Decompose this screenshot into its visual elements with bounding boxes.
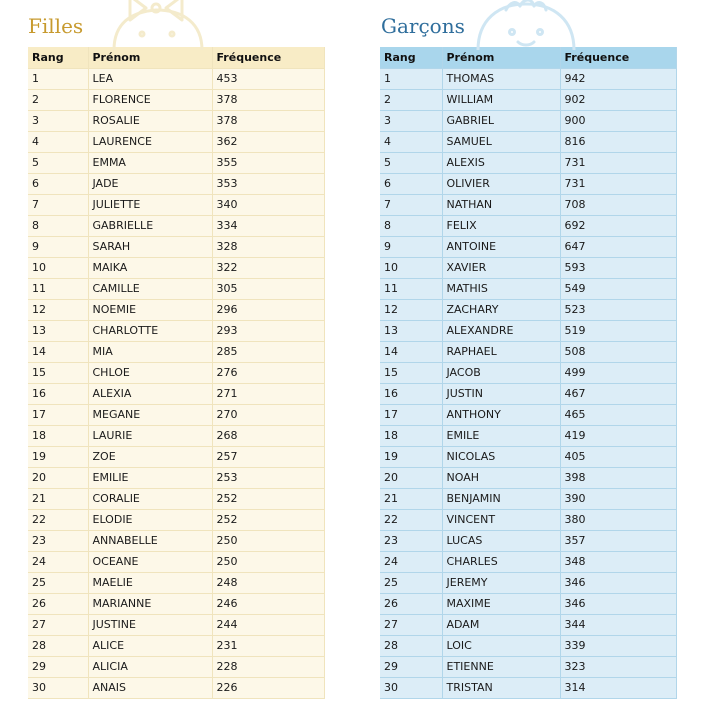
name-cell: ANNABELLE [88, 530, 212, 551]
frequency-cell: 346 [560, 593, 676, 614]
frequency-cell: 246 [212, 593, 324, 614]
rank-cell: 4 [380, 131, 442, 152]
name-cell: LAURENCE [88, 131, 212, 152]
table-row [380, 68, 676, 89]
table-row [28, 173, 324, 194]
name-cell: NICOLAS [442, 446, 560, 467]
name-cell: GABRIELLE [88, 215, 212, 236]
frequency-cell: 647 [560, 236, 676, 257]
name-cell: CORALIE [88, 488, 212, 509]
rank-cell: 25 [28, 572, 88, 593]
frequency-cell: 244 [212, 614, 324, 635]
rank-cell: 11 [380, 278, 442, 299]
name-cell: ALICIA [88, 656, 212, 677]
name-cell: GABRIEL [442, 110, 560, 131]
name-cell: THOMAS [442, 68, 560, 89]
rank-cell: 23 [28, 530, 88, 551]
name-cell: MIA [88, 341, 212, 362]
frequency-cell: 900 [560, 110, 676, 131]
table-row [28, 530, 324, 551]
rank-cell: 30 [28, 677, 88, 698]
rank-cell: 22 [28, 509, 88, 530]
rank-cell: 21 [380, 488, 442, 509]
table-row [380, 614, 676, 635]
frequency-cell: 465 [560, 404, 676, 425]
boys-heading [380, 0, 676, 47]
table-row [380, 530, 676, 551]
table-row [380, 551, 676, 572]
table-row [380, 257, 676, 278]
table-row [380, 572, 676, 593]
table-row [380, 362, 676, 383]
frequency-column-header: Fréquence [560, 47, 676, 68]
table-row [380, 152, 676, 173]
table-row [380, 677, 676, 698]
table-row [380, 656, 676, 677]
table-row [380, 509, 676, 530]
table-row [28, 152, 324, 173]
name-cell: JULIETTE [88, 194, 212, 215]
frequency-cell: 519 [560, 320, 676, 341]
table-row [380, 194, 676, 215]
name-cell: ALEXIA [88, 383, 212, 404]
girls-table [28, 47, 325, 699]
table-row [28, 509, 324, 530]
name-cell: ANTOINE [442, 236, 560, 257]
name-cell: EMILE [442, 425, 560, 446]
table-row [380, 131, 676, 152]
baby-boy-face-icon [472, 0, 582, 50]
rank-cell: 13 [380, 320, 442, 341]
table-row [380, 635, 676, 656]
table-row [28, 110, 324, 131]
name-cell: ANAIS [88, 677, 212, 698]
name-cell: CHARLOTTE [88, 320, 212, 341]
name-cell: BENJAMIN [442, 488, 560, 509]
frequency-cell: 362 [212, 131, 324, 152]
rank-cell: 18 [28, 425, 88, 446]
frequency-cell: 285 [212, 341, 324, 362]
name-cell: LOIC [442, 635, 560, 656]
table-row [28, 593, 324, 614]
frequency-cell: 276 [212, 362, 324, 383]
table-row [380, 173, 676, 194]
frequency-cell: 257 [212, 446, 324, 467]
table-row [380, 278, 676, 299]
rank-cell: 3 [380, 110, 442, 131]
table-row [380, 383, 676, 404]
frequency-cell: 419 [560, 425, 676, 446]
rank-cell: 8 [28, 215, 88, 236]
rank-cell: 27 [28, 614, 88, 635]
rank-cell: 9 [380, 236, 442, 257]
rank-cell: 28 [28, 635, 88, 656]
rank-cell: 25 [380, 572, 442, 593]
rank-cell: 2 [380, 89, 442, 110]
name-cell: JEREMY [442, 572, 560, 593]
name-cell: ZOE [88, 446, 212, 467]
frequency-cell: 902 [560, 89, 676, 110]
rank-cell: 19 [380, 446, 442, 467]
name-cell: NOEMIE [88, 299, 212, 320]
name-cell: ALEXIS [442, 152, 560, 173]
table-row [28, 656, 324, 677]
table-row [380, 320, 676, 341]
name-cell: ZACHARY [442, 299, 560, 320]
table-row [28, 68, 324, 89]
boys-header-row [380, 47, 676, 68]
name-cell: ELODIE [88, 509, 212, 530]
frequency-cell: 398 [560, 467, 676, 488]
rank-cell: 21 [28, 488, 88, 509]
name-cell: JADE [88, 173, 212, 194]
name-cell: MAELIE [88, 572, 212, 593]
frequency-cell: 549 [560, 278, 676, 299]
table-row [380, 215, 676, 236]
name-cell: ADAM [442, 614, 560, 635]
name-cell: LAURIE [88, 425, 212, 446]
table-row [380, 110, 676, 131]
table-row [28, 425, 324, 446]
name-cell: NOAH [442, 467, 560, 488]
table-row [28, 341, 324, 362]
table-row [28, 635, 324, 656]
rank-cell: 20 [28, 467, 88, 488]
table-row [28, 614, 324, 635]
frequency-cell: 340 [212, 194, 324, 215]
name-cell: FLORENCE [88, 89, 212, 110]
frequency-cell: 380 [560, 509, 676, 530]
name-cell: JUSTINE [88, 614, 212, 635]
name-cell: MAXIME [442, 593, 560, 614]
frequency-cell: 348 [560, 551, 676, 572]
table-row [28, 572, 324, 593]
rank-cell: 24 [380, 551, 442, 572]
frequency-cell: 499 [560, 362, 676, 383]
table-row [380, 341, 676, 362]
frequency-cell: 339 [560, 635, 676, 656]
rank-cell: 15 [380, 362, 442, 383]
girls-header-row [28, 47, 324, 68]
rank-cell: 12 [28, 299, 88, 320]
name-cell: JUSTIN [442, 383, 560, 404]
rank-cell: 6 [380, 173, 442, 194]
table-row [380, 488, 676, 509]
rank-cell: 10 [380, 257, 442, 278]
name-cell: ANTHONY [442, 404, 560, 425]
table-row [28, 383, 324, 404]
rank-cell: 9 [28, 236, 88, 257]
rank-cell: 24 [28, 551, 88, 572]
girls-title: Filles [28, 14, 84, 38]
frequency-cell: 405 [560, 446, 676, 467]
frequency-cell: 252 [212, 509, 324, 530]
name-cell: NATHAN [442, 194, 560, 215]
frequency-cell: 593 [560, 257, 676, 278]
table-row [28, 278, 324, 299]
table-row [380, 404, 676, 425]
frequency-cell: 708 [560, 194, 676, 215]
table-row [380, 425, 676, 446]
rank-cell: 1 [380, 68, 442, 89]
rank-cell: 1 [28, 68, 88, 89]
rank-cell: 3 [28, 110, 88, 131]
rank-cell: 18 [380, 425, 442, 446]
frequency-cell: 731 [560, 152, 676, 173]
frequency-cell: 467 [560, 383, 676, 404]
frequency-cell: 296 [212, 299, 324, 320]
boys-title: Garçons [381, 14, 465, 38]
name-cell: ALEXANDRE [442, 320, 560, 341]
table-row [28, 488, 324, 509]
name-cell: FELIX [442, 215, 560, 236]
rank-cell: 14 [380, 341, 442, 362]
frequency-cell: 305 [212, 278, 324, 299]
rank-cell: 14 [28, 341, 88, 362]
rank-cell: 7 [28, 194, 88, 215]
rank-cell: 17 [28, 404, 88, 425]
name-cell: OLIVIER [442, 173, 560, 194]
name-column-header: Prénom [442, 47, 560, 68]
rank-cell: 16 [28, 383, 88, 404]
rank-cell: 8 [380, 215, 442, 236]
table-row [380, 299, 676, 320]
frequency-cell: 252 [212, 488, 324, 509]
rank-cell: 29 [380, 656, 442, 677]
table-row [28, 320, 324, 341]
rank-cell: 11 [28, 278, 88, 299]
table-row [28, 362, 324, 383]
rank-cell: 27 [380, 614, 442, 635]
rank-cell: 16 [380, 383, 442, 404]
table-row [28, 467, 324, 488]
table-row [380, 593, 676, 614]
rank-cell: 5 [380, 152, 442, 173]
rank-cell: 28 [380, 635, 442, 656]
girls-section [28, 0, 324, 699]
name-cell: XAVIER [442, 257, 560, 278]
table-row [28, 404, 324, 425]
frequency-cell: 248 [212, 572, 324, 593]
frequency-cell: 942 [560, 68, 676, 89]
rank-cell: 17 [380, 404, 442, 425]
name-cell: MEGANE [88, 404, 212, 425]
rank-cell: 26 [28, 593, 88, 614]
rank-column-header: Rang [380, 47, 442, 68]
frequency-cell: 268 [212, 425, 324, 446]
rank-cell: 22 [380, 509, 442, 530]
frequency-cell: 816 [560, 131, 676, 152]
table-row [380, 236, 676, 257]
frequency-cell: 355 [212, 152, 324, 173]
frequency-cell: 334 [212, 215, 324, 236]
name-cell: CHLOE [88, 362, 212, 383]
rank-column-header: Rang [28, 47, 88, 68]
girls-table-body [28, 68, 324, 698]
name-cell: JACOB [442, 362, 560, 383]
frequency-cell: 270 [212, 404, 324, 425]
baby-girl-bow-icon [106, 0, 216, 50]
girls-heading [28, 0, 324, 47]
frequency-cell: 508 [560, 341, 676, 362]
table-row [28, 89, 324, 110]
frequency-cell: 253 [212, 467, 324, 488]
rank-cell: 26 [380, 593, 442, 614]
boys-section [380, 0, 676, 699]
rank-cell: 15 [28, 362, 88, 383]
rank-cell: 23 [380, 530, 442, 551]
table-row [28, 551, 324, 572]
table-row [28, 236, 324, 257]
rank-cell: 12 [380, 299, 442, 320]
name-cell: ETIENNE [442, 656, 560, 677]
frequency-cell: 692 [560, 215, 676, 236]
name-cell: LUCAS [442, 530, 560, 551]
name-cell: ALICE [88, 635, 212, 656]
name-cell: SARAH [88, 236, 212, 257]
frequency-cell: 314 [560, 677, 676, 698]
frequency-cell: 323 [560, 656, 676, 677]
rank-cell: 5 [28, 152, 88, 173]
name-cell: EMILIE [88, 467, 212, 488]
frequency-cell: 378 [212, 110, 324, 131]
name-cell: ROSALIE [88, 110, 212, 131]
name-cell: MATHIS [442, 278, 560, 299]
frequency-cell: 353 [212, 173, 324, 194]
table-row [28, 131, 324, 152]
frequency-cell: 228 [212, 656, 324, 677]
boys-table [380, 47, 677, 699]
table-row [28, 194, 324, 215]
table-row [28, 677, 324, 698]
name-cell: SAMUEL [442, 131, 560, 152]
frequency-cell: 523 [560, 299, 676, 320]
name-cell: TRISTAN [442, 677, 560, 698]
name-cell: EMMA [88, 152, 212, 173]
table-row [28, 257, 324, 278]
frequency-cell: 346 [560, 572, 676, 593]
table-row [28, 446, 324, 467]
table-row [28, 215, 324, 236]
frequency-cell: 344 [560, 614, 676, 635]
rank-cell: 29 [28, 656, 88, 677]
name-cell: VINCENT [442, 509, 560, 530]
frequency-cell: 328 [212, 236, 324, 257]
table-row [380, 89, 676, 110]
frequency-cell: 731 [560, 173, 676, 194]
frequency-cell: 322 [212, 257, 324, 278]
name-column-header: Prénom [88, 47, 212, 68]
name-cell: CAMILLE [88, 278, 212, 299]
frequency-cell: 271 [212, 383, 324, 404]
name-cell: OCEANE [88, 551, 212, 572]
name-cell: LEA [88, 68, 212, 89]
boys-table-body [380, 68, 676, 698]
rank-cell: 20 [380, 467, 442, 488]
frequency-cell: 390 [560, 488, 676, 509]
rank-cell: 6 [28, 173, 88, 194]
rank-cell: 13 [28, 320, 88, 341]
table-row [380, 446, 676, 467]
frequency-cell: 250 [212, 530, 324, 551]
name-cell: MARIANNE [88, 593, 212, 614]
table-row [28, 299, 324, 320]
name-cell: RAPHAEL [442, 341, 560, 362]
frequency-column-header: Fréquence [212, 47, 324, 68]
frequency-cell: 357 [560, 530, 676, 551]
table-row [380, 467, 676, 488]
name-cell: MAIKA [88, 257, 212, 278]
frequency-cell: 250 [212, 551, 324, 572]
rank-cell: 19 [28, 446, 88, 467]
frequency-cell: 231 [212, 635, 324, 656]
rank-cell: 30 [380, 677, 442, 698]
rank-cell: 2 [28, 89, 88, 110]
frequency-cell: 226 [212, 677, 324, 698]
frequency-cell: 378 [212, 89, 324, 110]
rank-cell: 10 [28, 257, 88, 278]
rank-cell: 7 [380, 194, 442, 215]
rank-cell: 4 [28, 131, 88, 152]
name-cell: WILLIAM [442, 89, 560, 110]
name-cell: CHARLES [442, 551, 560, 572]
frequency-cell: 293 [212, 320, 324, 341]
frequency-cell: 453 [212, 68, 324, 89]
